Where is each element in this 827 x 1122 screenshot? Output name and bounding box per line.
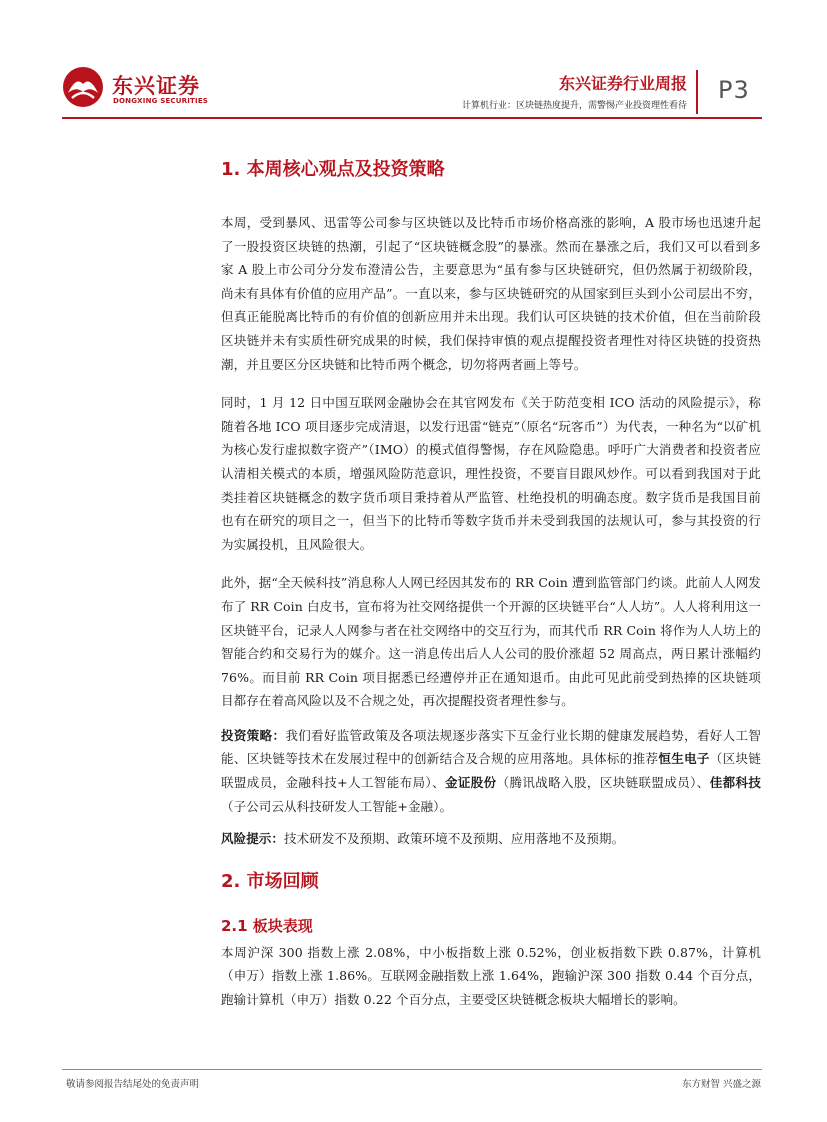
- strategy-label: 投资策略：: [221, 727, 286, 743]
- risk-text: 技术研发不及预期、政策环境不及预期、应用落地不及预期。: [284, 831, 625, 847]
- main-content: [221, 150, 761, 1012]
- brand-name-cn: 东兴证券: [112, 74, 200, 98]
- strategy-text-d: （子公司云从科技研发人工智能+金融）。: [221, 798, 453, 814]
- stock-jinzheng: 金证股份: [444, 775, 497, 791]
- paragraph-rrcoin: 此外，据“全天候科技”消息称人人网已经因其发布的 RR Coin 遭到监管部门约谈。此前人人网发布了 RR Coin 白皮书，宣布将为社交网络提供一个开源的区块链平台“人人坊”。人人将利用这一区块链平台，记录人人网参与者在社交网络中的交互行为，而其代币 RR Coin 将作为人人坊上的智能合约和交易行为的媒介。这一消息传出后人人公司的股价涨超 52 周高点，两日累计涨幅约 76%。而目前 RR Coin 项目据悉已经遭停并正在通知退币。由此可见此前受到热捧的区块链项目都存在着高风险以及不合规之处，再次提醒投资者理性参与。: [221, 575, 761, 709]
- strategy-text-c: （腾讯战略入股，区块链联盟成员）、: [496, 775, 710, 791]
- stock-jiadu: 佳都科技: [709, 775, 761, 791]
- header-rule: [62, 117, 762, 119]
- strategy-text-a: 我们看好监管政策及各项法规逐步落实下互金行业长期的健康发展趋势，看好人工智能、区块链等技术在发展过程中的创新结合及合规的应用落地。具体标的推荐: [221, 727, 761, 767]
- brand-name-en: DONGXING SECURITIES: [113, 97, 209, 105]
- section-title-1: 1. 本周核心观点及投资策略: [221, 159, 445, 180]
- paragraph-market-performance: 本周沪深 300 指数上涨 2.08%，中小板指数上涨 0.52%，创业板指数下跌 0.87%，计算机（申万）指数上涨 1.86%。互联网金融指数上涨 1.64%，跑输沪深 300 指数 0.44 个百分点，跑输计算机（申万）指数 0.22 个百分点，主要受区块链概念板块大幅增长的影响。: [221, 944, 761, 1008]
- header-separator: [696, 70, 698, 114]
- section-title-2-1: 2.1 板块表现: [221, 916, 313, 935]
- stock-hengsheng: 恒生电子: [658, 751, 710, 767]
- paragraph-blockchain-hype: 本周，受到暴风、迅雷等公司参与区块链以及比特币市场价格高涨的影响，A 股市场也迅速升起了一股投资区块链的热潮，引起了“区块链概念股”的暴涨。然而在暴涨之后，我们又可以看到多家 A 股上市公司分分发布澄清公告，主要意思为“虽有参与区块链研究，但仍然属于初级阶段，尚未有具体有价值的应用产品”。一直以来，参与区块链研究的从国家到巨头到小公司层出不穷，但真正能脱离比特币的有价值的创新应用并未出现。我们认可区块链的技术价值，但在当前阶段区块链并未有实质性研究成果的时候，我们保持审慎的观点提醒投资者理性对待区块链的投资热潮，并且要区分区块链和比特币两个概念，切勿将两者画上等号。: [221, 215, 761, 372]
- footer-disclaimer: 敬请参阅报告结尾处的免责声明: [66, 1079, 200, 1090]
- risk-label: 风险提示：: [221, 831, 285, 847]
- page-header: [0, 0, 827, 130]
- section-title-2: 2. 市场回顾: [221, 870, 319, 892]
- strategy-text-b: （区块链联盟成员，金融科技+人工智能布局）、: [221, 751, 761, 791]
- paragraph-investment-strategy: [221, 724, 761, 818]
- paragraph-risk: [221, 827, 761, 851]
- footer-slogan: 东方财智 兴盛之源: [681, 1079, 761, 1090]
- dongxing-logo-icon: [62, 66, 104, 108]
- report-title: 东兴证券行业周报: [558, 74, 687, 93]
- footer-rule: [62, 1069, 762, 1070]
- paragraph-ico-warning: 同时，1 月 12 日中国互联网金融协会在其官网发布《关于防范变相 ICO 活动的风险提示》，称随着各地 ICO 项目逐步完成清退，以发行迅雷“链克”（原名“玩客币”）为代表，一种名为“以矿机为核心发行虚拟数字资产”（IMO）的模式值得警惕，存在风险隐患。呼吁广大消费者和投资者应认清相关模式的本质，增强风险防范意识，理性投资，不要盲目跟风炒作。可以看到我国对于此类挂着区块链概念的数字货币项目秉持着从严监管、杜绝投机的明确态度。数字货币是我国目前也有在研究的项目之一，但当下的比特币等数字货币并未受到我国的法规认可，参与其投资的行为实属投机，且风险很大。: [221, 395, 761, 552]
- page-number: P3: [718, 76, 750, 104]
- report-subtitle: 计算机行业：区块链热度提升，需警惕产业投资理性看待: [461, 101, 687, 111]
